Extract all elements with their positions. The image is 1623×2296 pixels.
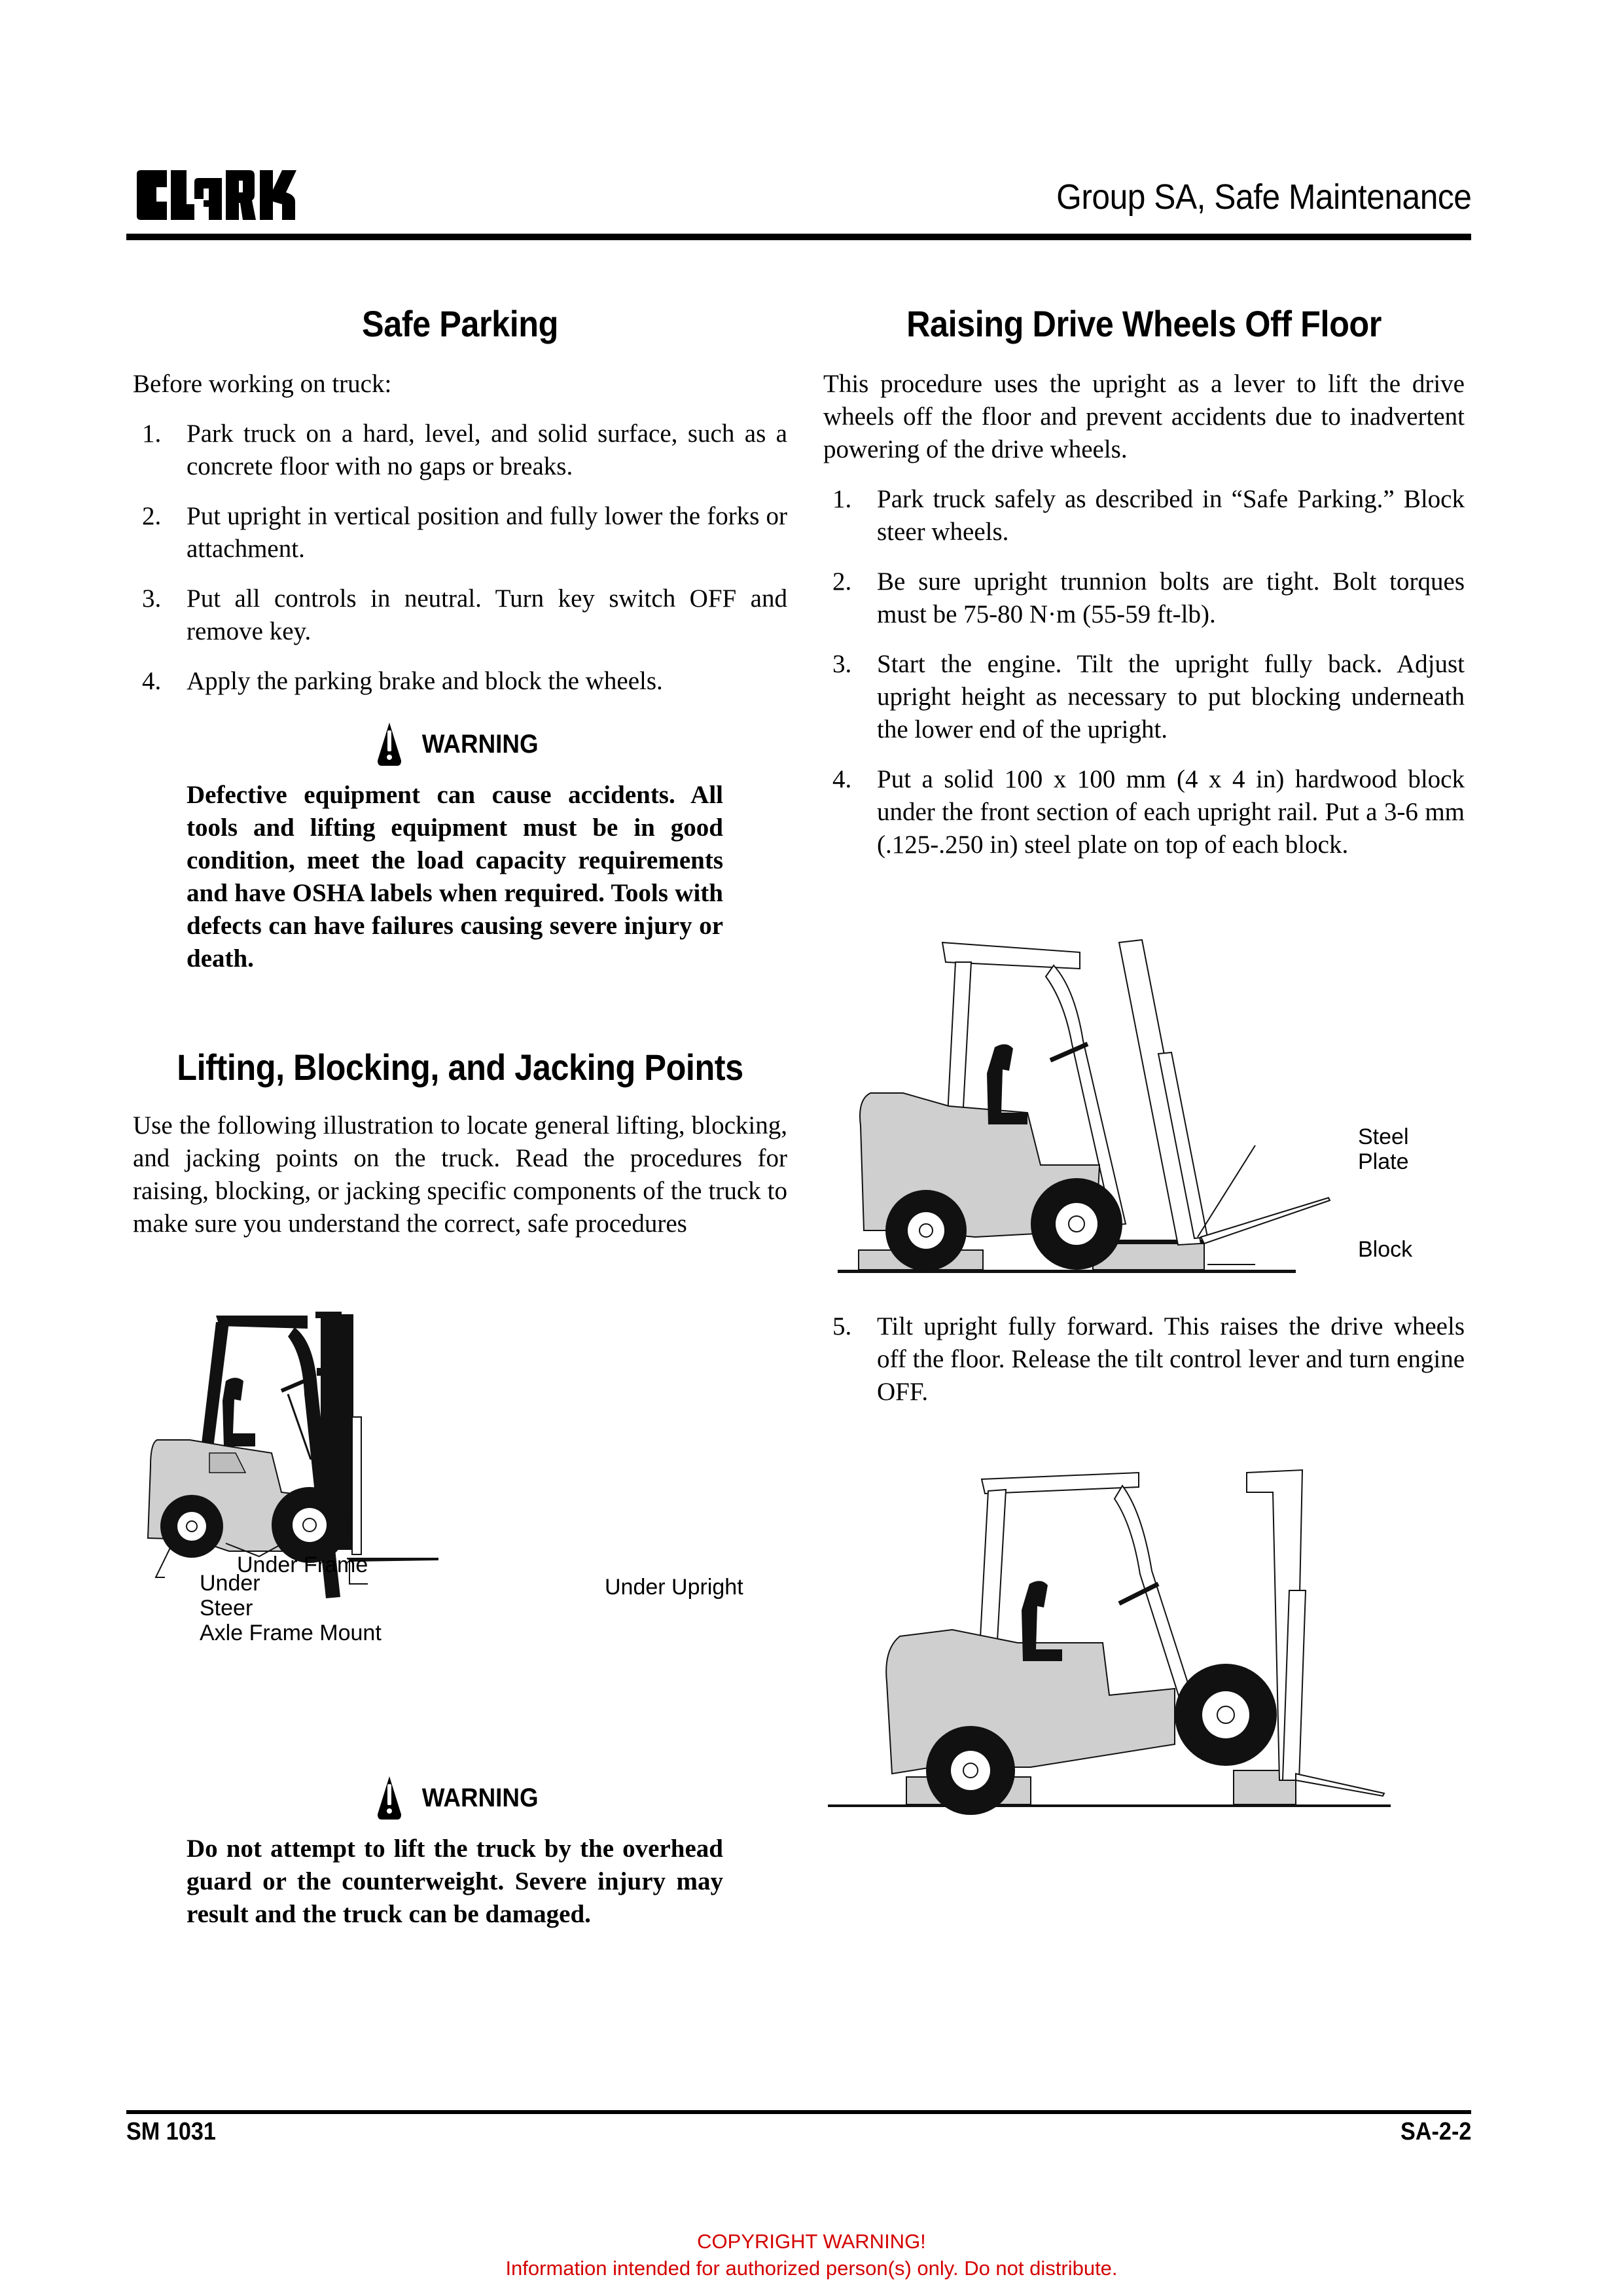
list-item xyxy=(823,565,1465,631)
warning-block-equipment xyxy=(133,721,787,975)
forks xyxy=(1201,1198,1330,1244)
step-number: 3. xyxy=(142,584,162,613)
step-number: 3. xyxy=(832,650,852,678)
step-number: 2. xyxy=(142,502,162,530)
copyright-notice: Information intended for authorized person(s) only. Do not distribute. xyxy=(505,2257,1118,2280)
raising-drive-wheels-steps xyxy=(823,483,1465,878)
safe-parking-heading: Safe Parking xyxy=(362,303,558,344)
list-item xyxy=(133,500,787,565)
document-number: SM 1031 xyxy=(126,2118,216,2145)
step-text: Apply the parking brake and block the wheels. xyxy=(187,667,663,695)
header-rule xyxy=(126,234,1471,240)
step-number: 1. xyxy=(832,485,852,513)
step-number: 4. xyxy=(832,765,852,793)
list-item xyxy=(133,665,787,698)
safe-parking-intro: Before working on truck: xyxy=(133,370,392,398)
forks xyxy=(1296,1774,1384,1796)
step-text: Park truck safely as described in “Safe Parking.” Block steer wheels. xyxy=(877,485,1465,546)
footer-rule xyxy=(126,2110,1471,2114)
warning-header xyxy=(133,721,787,767)
group-title: Group SA, Safe Maintenance xyxy=(1056,177,1471,217)
label-under-steer-2: Steer xyxy=(200,1596,253,1621)
warning-text: Do not attempt to lift the truck by the overhead guard or the counterweight. Severe injury may result and the truck can be damaged. xyxy=(187,1835,723,1928)
warning-label: WARNING xyxy=(422,1783,539,1812)
list-item xyxy=(823,648,1465,746)
warning-text: Defective equipment can cause accidents. All tools and lifting equipment must be in good condition, meet the load capacity requirements and have OSHA labels when required. Tools with defects can have failures causing severe injury or death. xyxy=(187,781,723,973)
step-text: Park truck on a hard, level, and solid surface, such as a concrete floor with no gaps or breaks. xyxy=(187,420,787,480)
label-steel-plate-2: Plate xyxy=(1358,1149,1409,1174)
lifting-points-intro: Use the following illustration to locate general lifting, blocking, and jacking points on the truck. Read the procedures for raising, blocking, or jacking specific components of the truck to make sure you understand the correct, safe procedures xyxy=(133,1111,787,1238)
overhead-guard xyxy=(216,1316,308,1329)
label-under-steer-1: Under xyxy=(200,1571,260,1596)
list-item xyxy=(823,1310,1465,1408)
label-under-steer-3: Axle Frame Mount xyxy=(200,1621,382,1645)
step-text: Put a solid 100 x 100 mm (4 x 4 in) hardwood block under the front section of each upright rail. Put a 3-6 mm (.125-.250 in) steel plate on top of each block. xyxy=(877,765,1465,859)
list-item xyxy=(823,763,1465,861)
step-text: Put all controls in neutral. Turn key switch OFF and remove key. xyxy=(187,584,787,645)
raising-drive-wheels-step5 xyxy=(823,1310,1465,1426)
step-text: Be sure upright trunnion bolts are tight. Bolt torques must be 75-80 N·m (55-59 ft-lb). xyxy=(877,567,1465,628)
label-block: Block xyxy=(1358,1237,1413,1262)
raising-drive-wheels-intro: This procedure uses the upright as a lever to lift the drive wheels off the floor and prevent accidents due to inadvertent powering of the drive wheels. xyxy=(823,370,1465,463)
copyright-title: COPYRIGHT WARNING! xyxy=(697,2230,926,2253)
warning-label: WARNING xyxy=(422,729,539,759)
list-item xyxy=(823,483,1465,548)
step-number: 1. xyxy=(142,420,162,448)
clark-logo xyxy=(134,169,298,221)
forklift-blocking-figure xyxy=(831,916,1355,1283)
label-under-frame: Under Frame xyxy=(237,1552,368,1577)
step-text: Start the engine. Tilt the upright fully back. Adjust upright height as necessary to put blocking underneath the lower end of the upright. xyxy=(877,650,1465,744)
step-text: Tilt upright fully forward. This raises the drive wheels off the floor. Release the tilt control lever and turn engine OFF. xyxy=(877,1312,1465,1406)
label-steel-plate-1: Steel xyxy=(1358,1124,1409,1149)
step-number: 4. xyxy=(142,667,162,695)
safe-parking-steps xyxy=(133,418,787,715)
step-text: Put upright in vertical position and fully lower the forks or attachment. xyxy=(187,502,787,563)
warning-header xyxy=(133,1775,787,1821)
forklift-wheels-raised-figure xyxy=(821,1453,1391,1820)
page-number: SA-2-2 xyxy=(1400,2118,1471,2145)
seat xyxy=(223,1378,255,1446)
warning-triangle-icon xyxy=(376,1775,402,1821)
step-number: 2. xyxy=(832,567,852,596)
step-number: 5. xyxy=(832,1312,852,1340)
label-under-upright: Under Upright xyxy=(605,1575,743,1600)
raising-drive-wheels-heading: Raising Drive Wheels Off Floor xyxy=(906,303,1382,344)
warning-triangle-icon xyxy=(376,721,402,767)
lifting-points-heading: Lifting, Blocking, and Jacking Points xyxy=(177,1047,743,1088)
list-item xyxy=(133,583,787,648)
list-item xyxy=(133,418,787,483)
warning-block-lifting xyxy=(133,1775,787,1931)
